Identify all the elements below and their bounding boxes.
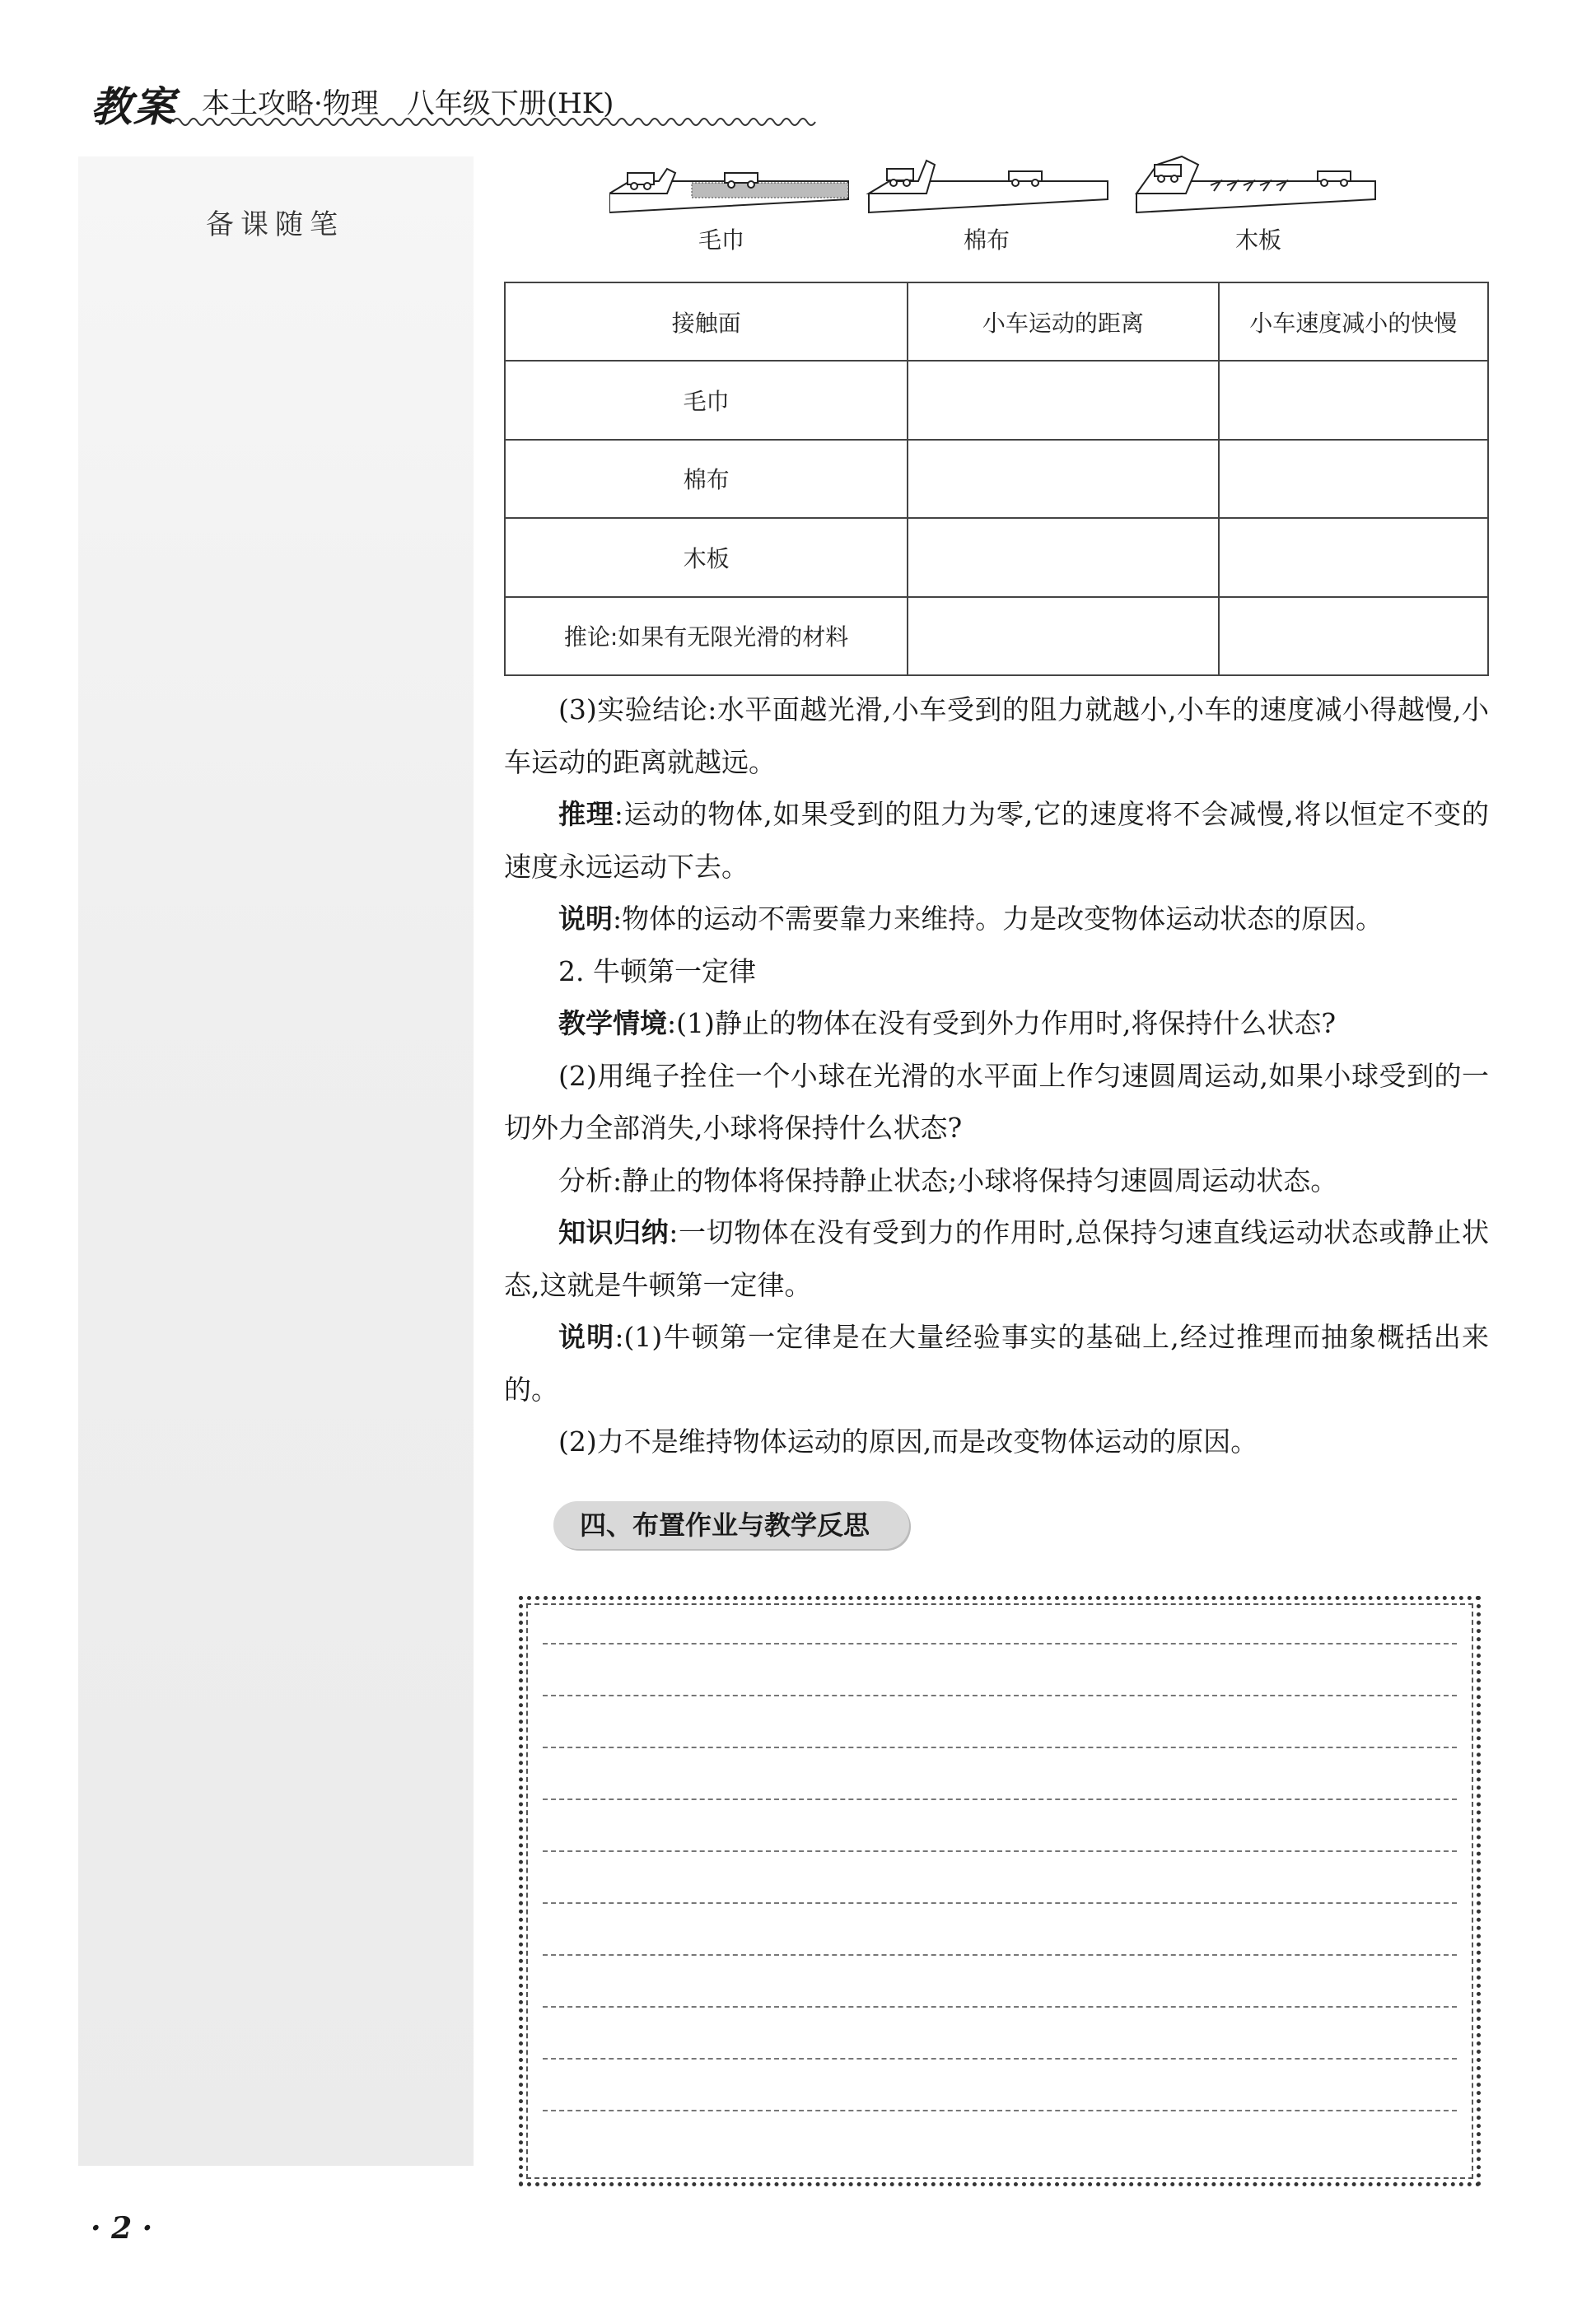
table-row <box>505 361 1488 439</box>
paragraph-label: 说明 <box>558 903 613 935</box>
caption-wood: 木板 <box>1235 226 1282 254</box>
paragraph <box>504 997 1489 1050</box>
paragraph: 2. 牛顿第一定律 <box>558 954 756 987</box>
table-cell-empty[interactable] <box>908 440 1218 518</box>
writing-line[interactable] <box>543 1695 1457 1696</box>
table-cell-surface: 木板 <box>505 518 908 596</box>
writing-line[interactable] <box>543 2006 1457 2008</box>
table-row <box>505 597 1488 675</box>
writing-line[interactable] <box>543 1643 1457 1645</box>
ramp-wood-figure <box>1136 156 1375 212</box>
paragraph: (2)力不是维持物体运动的原因,而是改变物体运动的原因。 <box>558 1425 1258 1458</box>
page-number: · 2 · <box>91 2211 153 2246</box>
table-cell-empty[interactable] <box>908 361 1218 439</box>
ramp-towel-figure <box>609 169 848 212</box>
table-cell-empty[interactable] <box>908 597 1218 675</box>
paragraph: (3)实验结论:水平面越光滑,小车受到的阻力就越小,小车的速度减小得越慢,小车运动的距离就越远。 <box>504 693 1489 778</box>
notebox-inner-border <box>526 1603 1473 2179</box>
writing-line[interactable] <box>543 1798 1457 1800</box>
lesson-body <box>504 683 1489 1468</box>
table-cell-empty[interactable] <box>1219 518 1488 596</box>
ramp-cotton-figure <box>869 161 1108 212</box>
paragraph-text: :(1)牛顿第一定律是在大量经验事实的基础上,经过推理而抽象概括出来的。 <box>504 1321 1489 1406</box>
table-cell-empty[interactable] <box>1219 440 1488 518</box>
paragraph <box>504 893 1489 945</box>
writing-line[interactable] <box>543 1954 1457 1956</box>
paragraph-label: 教学情境 <box>558 1007 667 1039</box>
paragraph-text: :运动的物体,如果受到的阻力为零,它的速度将不会减慢,将以恒定不变的速度永远运动下去。 <box>504 798 1489 883</box>
paragraph <box>504 1206 1489 1311</box>
paragraph-text: :一切物体在没有受到力的作用时,总保持匀速直线运动状态或静止状态,这就是牛顿第一定律。 <box>504 1216 1489 1301</box>
table-cell-surface: 毛巾 <box>505 361 908 439</box>
table-header-cell: 小车运动的距离 <box>908 282 1218 361</box>
paragraph: 分析:静止的物体将保持静止状态;小球将保持匀速圆周运动状态。 <box>558 1164 1338 1197</box>
paragraph: (2)用绳子拴住一个小球在光滑的水平面上作匀速圆周运动,如果小球受到的一切外力全部消失,小球将保持什么状态? <box>504 1059 1489 1144</box>
homework-reflection-box[interactable] <box>519 1596 1481 2186</box>
paragraph-label: 说明 <box>558 1321 615 1353</box>
table-header-cell: 小车速度减小的快慢 <box>1219 282 1488 361</box>
table-row <box>505 518 1488 596</box>
table-cell-empty[interactable] <box>908 518 1218 596</box>
writing-line[interactable] <box>543 2110 1457 2111</box>
caption-towel: 毛巾 <box>698 226 745 254</box>
table-header-cell: 接触面 <box>505 282 908 361</box>
paragraph <box>504 1311 1489 1416</box>
writing-line[interactable] <box>543 1747 1457 1748</box>
experiment-table <box>504 282 1489 676</box>
table-cell-surface: 推论:如果有无限光滑的材料 <box>505 597 908 675</box>
notes-sidebar <box>78 156 474 2166</box>
header-subtitle: 本土攻略·物理 八年级下册(HK) <box>202 87 614 120</box>
writing-line[interactable] <box>543 2058 1457 2060</box>
paragraph-text: :物体的运动不需要靠力来维持。力是改变物体运动状态的原因。 <box>613 903 1384 935</box>
section-heading: 四、布置作业与教学反思 <box>553 1501 909 1549</box>
paragraph-label: 推理 <box>558 798 614 830</box>
header-wave-underline <box>173 114 832 130</box>
header-brand: 教案 <box>91 83 176 131</box>
table-cell-empty[interactable] <box>1219 597 1488 675</box>
notes-label: 备课随笔 <box>206 208 344 241</box>
page-header <box>91 74 749 132</box>
table-cell-empty[interactable] <box>1219 361 1488 439</box>
paragraph <box>504 788 1489 893</box>
table-header-row <box>505 282 1488 361</box>
table-row <box>505 440 1488 518</box>
table-cell-surface: 棉布 <box>505 440 908 518</box>
writing-line[interactable] <box>543 1850 1457 1852</box>
paragraph-text: :(1)静止的物体在没有受到外力作用时,将保持什么状态? <box>667 1007 1337 1039</box>
caption-cotton: 棉布 <box>964 226 1010 254</box>
paragraph-label: 知识归纳 <box>558 1216 670 1248</box>
writing-line[interactable] <box>543 1902 1457 1904</box>
